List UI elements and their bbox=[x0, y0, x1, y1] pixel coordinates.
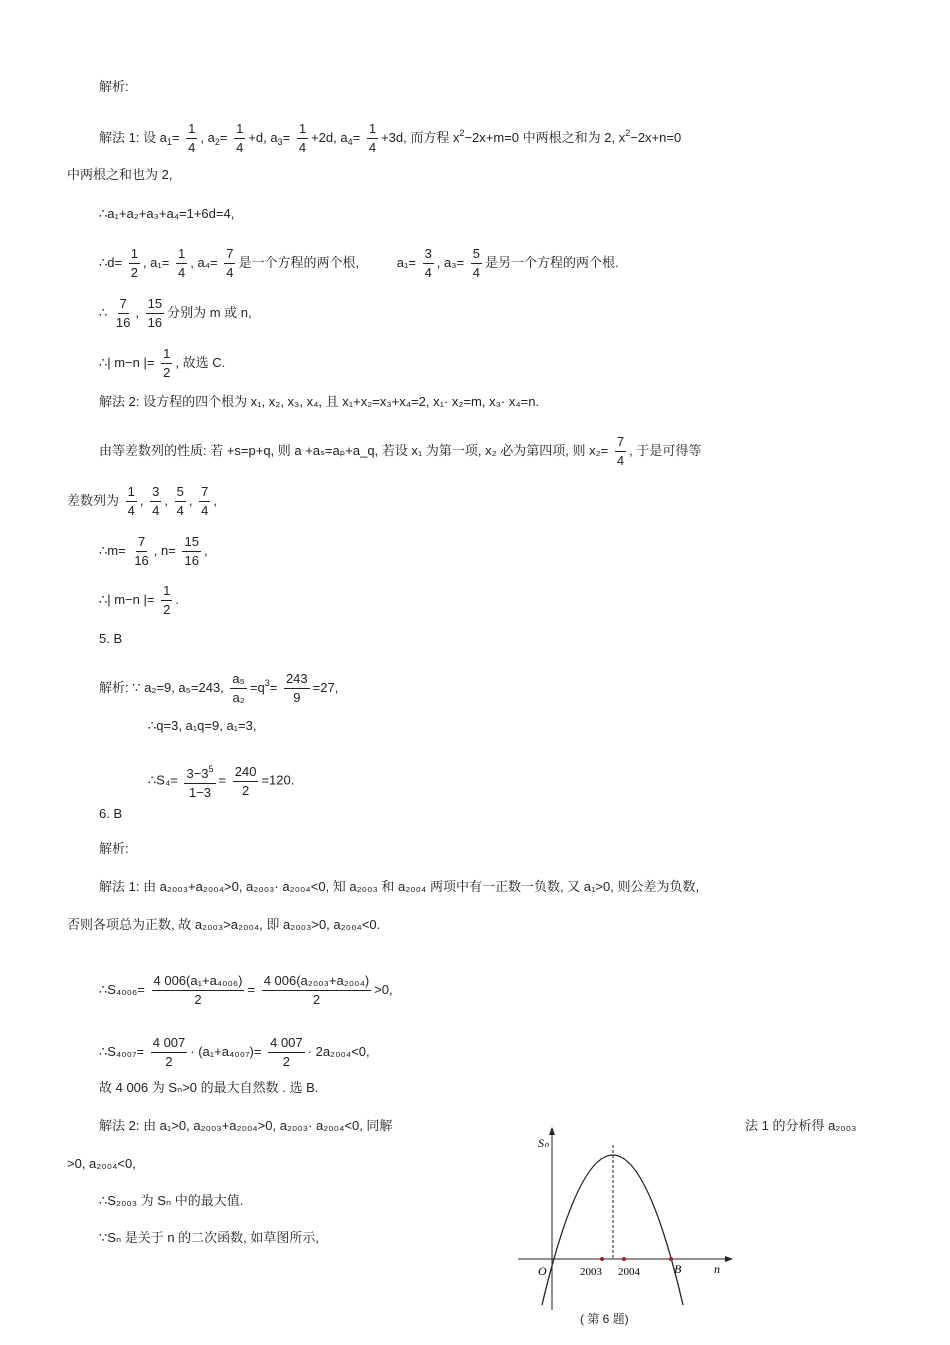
text: , a₄= bbox=[190, 254, 218, 270]
x-label: n bbox=[714, 1262, 720, 1276]
fraction: $\frac{4 007}{2}$ bbox=[152, 1035, 186, 1069]
text: a₁= bbox=[396, 254, 416, 270]
text: 由等差数列的性质: 若 +s=p+q, 则 a +aₛ=aₚ+a_q, 若设 x₁ 为第一项, x₂ 必为第四项, 则 x₂= bbox=[99, 442, 609, 458]
text: ∴ bbox=[99, 304, 108, 320]
tick-2004: 2004 bbox=[618, 1266, 640, 1278]
fraction: $\frac{7}{4}$ bbox=[616, 434, 625, 468]
fraction: $\frac{15}{16}$ bbox=[184, 534, 199, 568]
point-2003 bbox=[600, 1257, 604, 1261]
text: +d, a bbox=[248, 129, 278, 145]
fraction: $\frac{1}{2}$ bbox=[130, 246, 138, 280]
p6-analysis-heading: 解析: bbox=[99, 841, 129, 856]
x-axis-arrow bbox=[725, 1256, 733, 1262]
p6-method1: 解法 1: 由 a₂₀₀₃+a₂₀₀₄>0, a₂₀₀₃· a₂₀₀₄<0, 知 a₂₀₀₃ 和 a₂₀₀₄ 两项中有一正数一负数, 又 a₁>0, 则公差为负数, bbox=[99, 879, 700, 894]
text: 3 bbox=[264, 677, 270, 688]
sum-line: ∴a₁+a₂+a₃+a₄=1+6d=4, bbox=[99, 206, 235, 221]
answer-line-2 bbox=[99, 582, 179, 619]
tick-2003: 2003 bbox=[580, 1266, 602, 1278]
p6-max-line: ∴S₂₀₀₃ 为 Sₙ 中的最大值. bbox=[99, 1193, 244, 1208]
mn-line bbox=[99, 295, 252, 332]
fraction: $\frac{1}{4}$ bbox=[178, 246, 186, 280]
fraction: $\frac{\text{4 006(a₁+a₄₀₀₆)}}{2}$ bbox=[153, 973, 243, 1007]
text: , bbox=[203, 542, 208, 558]
method1-line-cont: 中两根之和也为 2, bbox=[67, 167, 173, 182]
m-n-values bbox=[99, 533, 208, 570]
fraction: $\frac{3-3^5}{1-3}$ bbox=[184, 760, 215, 802]
method1-line bbox=[99, 120, 681, 157]
text: ∴S₄= bbox=[148, 772, 178, 788]
problem-6-answer: 6. B bbox=[99, 806, 123, 821]
text: , a₁= bbox=[142, 254, 170, 270]
fraction: $\frac{1}{4}$ bbox=[236, 121, 244, 155]
text: = bbox=[269, 679, 278, 695]
text: =120. bbox=[261, 772, 295, 788]
y-label: Sₙ bbox=[538, 1136, 549, 1150]
fraction: $\frac{\text{a₅}}{\text{a₂}}$ bbox=[232, 671, 245, 705]
text: , a bbox=[200, 129, 215, 145]
text: 3 bbox=[277, 136, 283, 147]
point-2004 bbox=[622, 1257, 626, 1261]
fraction: $\frac{4 007}{2}$ bbox=[270, 1035, 303, 1069]
text: 1 bbox=[166, 136, 172, 147]
text: 4 bbox=[347, 136, 353, 147]
figure-caption: ( 第 6 题) bbox=[580, 1312, 629, 1326]
text: · (a₁+a₄₀₀₇)= bbox=[190, 1043, 262, 1059]
text: −2x+m=0 中两根之和为 2, x bbox=[464, 129, 626, 145]
text: ∴| m−n |= bbox=[99, 591, 155, 607]
p6-method2: 解法 2: 由 a₁>0, a₂₀₀₃+a₂₀₀₄>0, a₂₀₀₃· a₂₀₀₄<0, 同解 bbox=[99, 1118, 393, 1133]
property-line bbox=[99, 433, 701, 470]
p5-s4-line bbox=[148, 760, 294, 802]
text: , bbox=[135, 304, 139, 320]
text: = bbox=[218, 772, 227, 788]
fraction: $\frac{1}{2}$ bbox=[163, 583, 171, 617]
text: −2x+n=0 bbox=[630, 129, 682, 145]
point-b bbox=[669, 1257, 673, 1261]
text: 2 bbox=[214, 136, 220, 147]
fraction: $\frac{5}{4}$ bbox=[176, 484, 184, 518]
fraction: $\frac{1}{2}$ bbox=[163, 346, 171, 380]
fraction: $\frac{7}{4}$ bbox=[226, 246, 234, 280]
answer-line-1 bbox=[99, 345, 225, 382]
text: 分别为 m 或 n, bbox=[167, 304, 252, 320]
text: = bbox=[219, 129, 228, 145]
text: 是一个方程的两个根, bbox=[238, 254, 360, 270]
text: ∴S₄₀₀₆= bbox=[99, 981, 145, 997]
text: = bbox=[282, 129, 291, 145]
fraction: $\frac{243}{9}$ bbox=[285, 671, 308, 705]
text: =q bbox=[249, 679, 265, 695]
fraction: $\frac{15}{16}$ bbox=[147, 296, 163, 330]
text: +2d, a bbox=[311, 129, 348, 145]
text: = bbox=[171, 129, 180, 145]
y-axis-arrow bbox=[549, 1127, 555, 1135]
b-label: B bbox=[674, 1262, 682, 1276]
text: , bbox=[213, 492, 217, 508]
p6-s4007-line bbox=[99, 1034, 370, 1071]
text: =27, bbox=[312, 679, 339, 695]
text: , 故选 C. bbox=[175, 354, 226, 370]
text: >0, bbox=[374, 981, 393, 997]
fraction: $\frac{1}{4}$ bbox=[368, 121, 377, 155]
text: , 于是可得等 bbox=[629, 442, 702, 458]
fraction: $\frac{3}{4}$ bbox=[424, 246, 432, 280]
p5-q-line: ∴q=3, a₁q=9, a₁=3, bbox=[148, 718, 257, 733]
p5-analysis bbox=[99, 670, 338, 707]
fraction: $\frac{1}{4}$ bbox=[127, 484, 135, 518]
text: 是另一个方程的两个根. bbox=[485, 254, 619, 270]
text: , bbox=[164, 492, 168, 508]
roots-line bbox=[99, 245, 619, 282]
fraction: $\frac{5}{4}$ bbox=[472, 246, 480, 280]
fraction: $\frac{240}{2}$ bbox=[234, 763, 257, 798]
method2-line: 解法 2: 设方程的四个根为 x₁, x₂, x₃, x₄, 且 x₁+x₂=x₃+x₄=2, x₁· x₂=m, x₃· x₄=n. bbox=[99, 394, 540, 409]
text: ∴S₄₀₀₇= bbox=[99, 1043, 145, 1059]
text: . bbox=[175, 591, 179, 607]
p6-conclusion: 故 4 006 为 Sₙ>0 的最大自然数 . 选 B. bbox=[99, 1080, 319, 1095]
text: 解法 1: 设 a bbox=[99, 129, 167, 145]
fraction: $\frac{1}{4}$ bbox=[188, 121, 196, 155]
fraction: $\frac{1}{4}$ bbox=[298, 121, 307, 155]
text: 解析: ∵ a₂=9, a₅=243, bbox=[99, 679, 224, 695]
text: 差数列为 bbox=[67, 492, 120, 508]
text: , n= bbox=[153, 542, 176, 558]
text: = bbox=[352, 129, 361, 145]
text: · 2a₂₀₀₄<0, bbox=[307, 1043, 370, 1059]
text: +3d, 而方程 x bbox=[381, 129, 460, 145]
text: ∴d= bbox=[99, 254, 123, 270]
fraction: $\frac{7}{4}$ bbox=[201, 484, 209, 518]
text: ∴| m−n |= bbox=[99, 354, 155, 370]
parabola-figure bbox=[508, 1125, 748, 1325]
problem-5-answer: 5. B bbox=[99, 631, 123, 646]
sequence-line bbox=[67, 483, 217, 520]
p6-method2-cont: >0, a₂₀₀₄<0, bbox=[67, 1156, 136, 1171]
text: , a₃= bbox=[436, 254, 465, 270]
p6-s4006-line bbox=[99, 972, 393, 1009]
p6-method2-right: 法 1 的分析得 a₂₀₀₃ bbox=[745, 1118, 857, 1133]
text: , bbox=[139, 492, 144, 508]
text: , bbox=[188, 492, 193, 508]
text: 2 bbox=[625, 127, 631, 138]
p6-method1-cont: 否则各项总为正数, 故 a₂₀₀₃>a₂₀₀₄, 即 a₂₀₀₃>0, a₂₀₀₄<0. bbox=[67, 917, 381, 932]
text: = bbox=[247, 981, 256, 997]
fraction: $\frac{7}{16}$ bbox=[115, 296, 131, 330]
fraction: $\frac{7}{16}$ bbox=[134, 534, 149, 568]
fraction: $\frac{3}{4}$ bbox=[152, 484, 160, 518]
text: 2 bbox=[459, 127, 465, 138]
text: ∴m= bbox=[99, 542, 126, 558]
p6-quadratic-line: ∵Sₙ 是关于 n 的二次函数, 如草图所示, bbox=[99, 1230, 320, 1245]
origin-label: O bbox=[538, 1264, 547, 1278]
analysis-heading: 解析: bbox=[99, 79, 129, 94]
fraction: $\frac{\text{4 006(a₂₀₀₃+a₂₀₀₄)}}{2}$ bbox=[263, 973, 370, 1007]
